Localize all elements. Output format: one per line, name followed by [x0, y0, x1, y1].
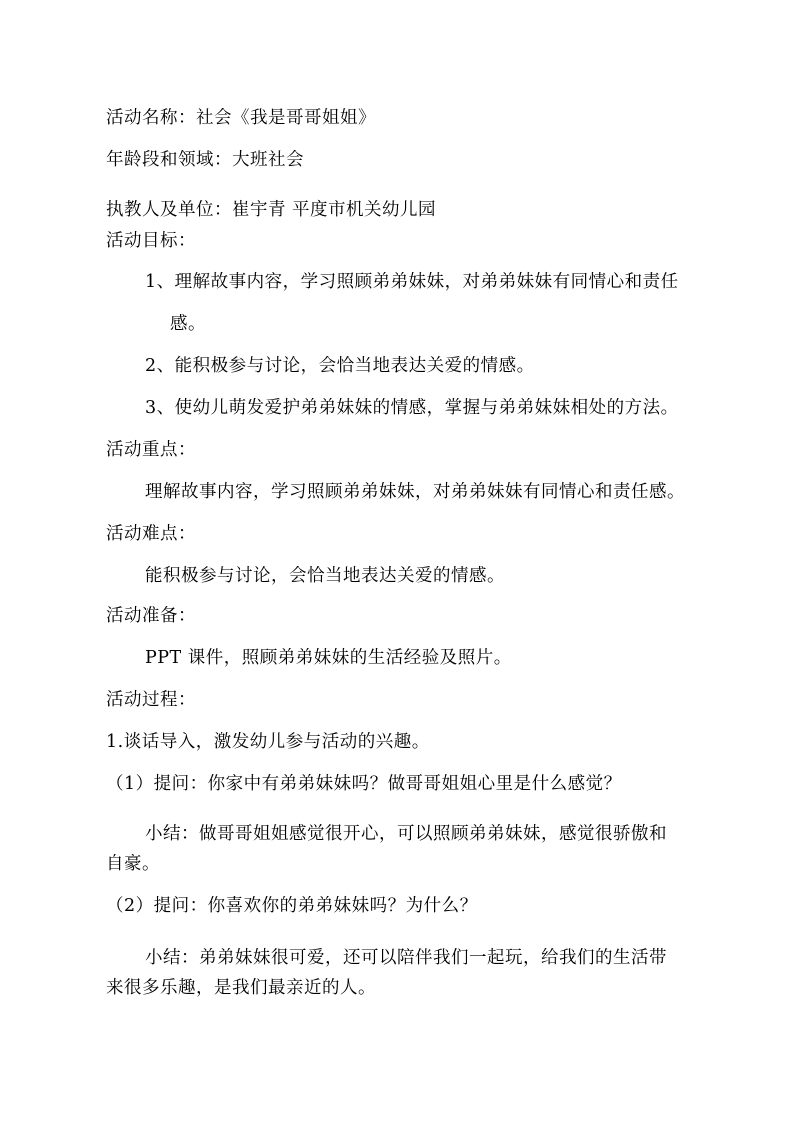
prep-heading: 活动准备：: [106, 606, 196, 626]
teacher-unit: 执教人及单位：崔宇青 平度市机关幼儿园: [106, 200, 437, 220]
question-2: （2）提问：你喜欢你的弟弟妹妹吗？为什么？: [106, 896, 478, 916]
activity-name: 活动名称：社会《我是哥哥姐姐》: [106, 108, 376, 128]
key-heading: 活动重点：: [106, 440, 196, 460]
step-1: 1.谈话导入，激发幼儿参与活动的兴趣。: [106, 732, 430, 752]
goal-1-line-1: 1、理解故事内容，学习照顾弟弟妹妹，对弟弟妹妹有同情心和责任: [145, 272, 679, 292]
goal-2: 2、能积极参与讨论，会恰当地表达关爱的情感。: [145, 356, 535, 376]
goal-3: 3、使幼儿萌发爱护弟弟妹妹的情感，掌握与弟弟妹妹相处的方法。: [145, 398, 679, 418]
summary-1-line-1: 小结：做哥哥姐姐感觉很开心，可以照顾弟弟妹妹，感觉很骄傲和: [145, 824, 667, 844]
goals-heading: 活动目标：: [106, 231, 196, 251]
difficulty-heading: 活动难点：: [106, 524, 196, 544]
question-1: （1）提问：你家中有弟弟妹妹吗？做哥哥姐姐心里是什么感觉？: [106, 774, 622, 794]
age-domain: 年龄段和领域：大班社会: [106, 150, 304, 170]
difficulty-text: 能积极参与讨论，会恰当地表达关爱的情感。: [145, 566, 505, 586]
prep-text: PPT 课件，照顾弟弟妹妹的生活经验及照片。: [145, 648, 512, 668]
process-heading: 活动过程：: [106, 690, 196, 710]
summary-2-line-1: 小结：弟弟妹妹很可爱，还可以陪伴我们一起玩，给我们的生活带: [145, 948, 667, 968]
goal-1-line-2: 感。: [170, 314, 206, 334]
summary-1-line-2: 自豪。: [106, 854, 160, 874]
key-text: 理解故事内容，学习照顾弟弟妹妹，对弟弟妹妹有同情心和责任感。: [145, 482, 685, 502]
summary-2-line-2: 来很多乐趣，是我们最亲近的人。: [106, 978, 376, 998]
